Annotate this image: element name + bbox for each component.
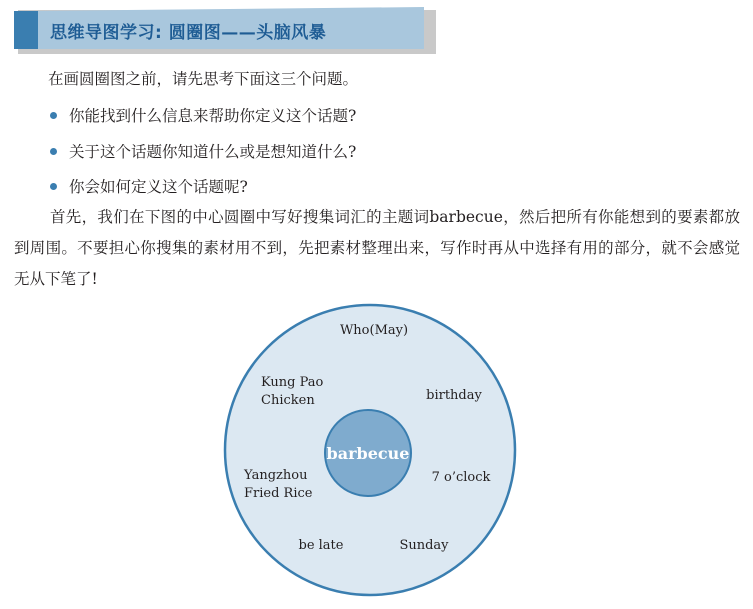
question-text: 你会如何定义这个话题呢? [69,178,248,196]
question-text: 关于这个话题你知道什么或是想知道什么? [69,143,357,161]
intro-text: 在画圆圈图之前，请先思考下面这三个问题。 [48,70,359,88]
center-topic: barbecue [326,444,410,463]
item-kungpao-line1: Kung Pao [261,375,324,390]
item-birthday: birthday [426,388,482,403]
item-yangzhou-line1: Yangzhou [244,468,308,483]
item-who: Who(May) [339,323,409,338]
question-text: 你能找到什么信息来帮助你定义这个话题? [69,107,357,125]
item-sunday: Sunday [399,538,449,553]
item-yangzhou-line2: Fried Rice [244,486,313,501]
item-late: be late [298,538,344,553]
body-paragraph: 首先，我们在下图的中心圆圈中写好搜集词汇的主题词barbecue，然后把所有你能想到的要素都放到周围。不要担心你搜集的素材用不到，先把素材整理出来，写作时再从中选择有用的部分，就不会感觉无从下笔了! [14,208,740,288]
section-title: 思维导图学习: 圆圈图——头脑风暴 [50,23,327,43]
item-clock: 7 o’clock [431,470,491,485]
item-kungpao-line2: Chicken [261,393,315,408]
